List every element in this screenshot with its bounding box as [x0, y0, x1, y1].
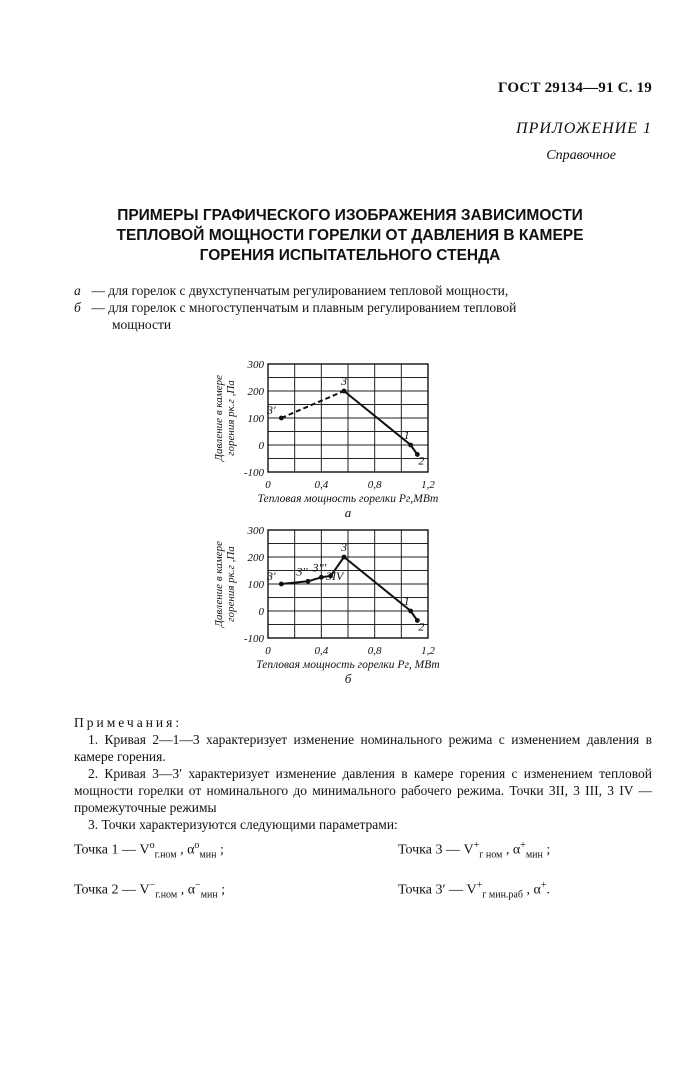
- point-3-prime-params: [398, 880, 550, 900]
- y-axis-label-line2: горения pк.г ,Па: [225, 380, 237, 456]
- appendix-title: ПРИЛОЖЕНИЕ 1: [516, 120, 652, 137]
- legend-text-b: — для горелок с многоступенчатым и плавным регулированием тепловой: [88, 300, 517, 315]
- point-1-params: [74, 840, 224, 860]
- point-1-v-sup: o: [149, 840, 155, 851]
- sep: ,: [176, 842, 188, 858]
- sep: ,: [502, 842, 513, 858]
- point-label: 3''': [312, 560, 327, 575]
- y-tick-label: 100: [247, 413, 264, 425]
- chart-caption: а: [344, 505, 352, 520]
- point-3-v-sub: г ном: [479, 849, 503, 861]
- title-line: ПРИМЕРЫ ГРАФИЧЕСКОГО ИЗОБРАЖЕНИЯ ЗАВИСИМОСТИ: [117, 207, 583, 224]
- y-tick-label: 300: [247, 525, 264, 537]
- end-mark: ;: [216, 842, 224, 858]
- point-3-alpha-sub: мин: [525, 849, 543, 861]
- point-label: 2: [418, 453, 425, 468]
- point-label: 3': [267, 569, 276, 583]
- x-tick-label: 0,8: [367, 479, 382, 491]
- appendix-reference: Справочное: [546, 148, 616, 163]
- chart-a: [200, 352, 470, 522]
- x-tick-label: 1,2: [421, 479, 435, 491]
- data-point: [342, 389, 347, 394]
- sep: ,: [522, 882, 534, 898]
- y-axis-label-line1: Давление в камере: [213, 375, 225, 461]
- point-3-label: Точка 3 — V: [398, 842, 474, 858]
- x-tick-label: 0,4: [314, 479, 329, 491]
- legend-a: [74, 282, 652, 299]
- notes-section: [74, 714, 652, 833]
- note-2: 2. Кривая 3—3′ характеризует изменение давления в камере горения с изменением тепловой мощности горелки от номинального до минимального рабочего режима. Точки 3II, 3 III, 3 IV — промежуточные режимы: [74, 766, 652, 815]
- notes-heading: Примечания:: [74, 715, 183, 730]
- point-label: 3'': [296, 564, 308, 579]
- alpha-symbol: α: [187, 882, 196, 898]
- y-tick-label: -100: [243, 467, 264, 479]
- alpha-symbol: α: [187, 842, 195, 858]
- data-point: [279, 416, 284, 421]
- legend-key-a: а: [74, 283, 81, 298]
- point-label: 3': [267, 403, 276, 417]
- document-header: ГОСТ 29134—91 С. 19: [498, 80, 652, 96]
- point-1-alpha-sup: o: [194, 840, 200, 851]
- point-1-alpha-sub: мин: [199, 849, 217, 861]
- point-label: 1: [403, 428, 410, 442]
- y-tick-label: 300: [247, 359, 264, 371]
- point-3-prime-v-sup: +: [476, 880, 483, 891]
- y-tick-label: 100: [247, 579, 264, 591]
- legend-b: [74, 299, 652, 333]
- point-label: 3: [341, 540, 347, 554]
- y-axis-label-line1: Давление в камере: [213, 541, 225, 627]
- y-tick-label: 200: [247, 386, 264, 398]
- y-tick-label: -100: [243, 633, 264, 645]
- data-point: [408, 609, 413, 614]
- point-1-v-sub: г.ном: [154, 849, 177, 861]
- y-tick-label: 0: [258, 606, 264, 618]
- data-point: [306, 579, 311, 584]
- legend-text-a: — для горелок с двухступенчатым регулированием тепловой мощности,: [88, 283, 509, 298]
- chart-caption: б: [344, 671, 352, 686]
- alpha-symbol: α: [512, 842, 521, 858]
- point-label: 3: [341, 374, 347, 388]
- note-1: 1. Кривая 2—1—3 характеризует изменение номинального режима с изменением давления в камере горения.: [74, 732, 652, 764]
- point-label: 3IV: [326, 568, 344, 583]
- point-2-alpha-sub: мин: [200, 889, 218, 901]
- point-3-prime-label: Точка 3′ — V: [398, 882, 477, 898]
- chart-b: [200, 518, 470, 690]
- y-axis-label-line2: горения pк.г ,Па: [225, 546, 237, 622]
- legend-text-b-cont: мощности: [112, 317, 172, 332]
- point-2-alpha-sup: −: [195, 880, 201, 891]
- point-3-prime-v-sub: г мин.раб: [482, 889, 523, 901]
- point-3-params: [398, 840, 550, 860]
- point-label: 1: [403, 594, 410, 608]
- point-3-v-sup: +: [473, 840, 480, 851]
- y-tick-label: 200: [247, 552, 264, 564]
- x-tick-label: 0: [265, 479, 271, 491]
- data-point: [279, 582, 284, 587]
- end-mark: ;: [542, 842, 551, 858]
- point-3-alpha-sup: +: [520, 840, 526, 851]
- point-label: 2: [418, 619, 425, 634]
- x-tick-label: 1,2: [421, 645, 435, 657]
- data-point: [408, 443, 413, 448]
- point-2-v-sup: −: [149, 880, 156, 891]
- x-tick-label: 0,8: [367, 645, 382, 657]
- data-point: [319, 575, 324, 580]
- x-axis-label: Тепловая мощность горелки Pг, МВт: [256, 659, 440, 671]
- end-mark: .: [546, 882, 550, 898]
- x-tick-label: 0,4: [314, 645, 329, 657]
- title-line: ГОРЕНИЯ ИСПЫТАТЕЛЬНОГО СТЕНДА: [199, 247, 501, 264]
- point-1-label: Точка 1 — V: [74, 842, 150, 858]
- legend-key-b: б: [74, 300, 81, 315]
- y-tick-label: 0: [258, 440, 264, 452]
- point-3-prime-alpha-sup: +: [540, 880, 547, 891]
- x-axis-label: Тепловая мощность горелки Pг,МВт: [257, 493, 439, 505]
- end-mark: ;: [217, 882, 226, 898]
- note-3: 3. Точки характеризуются следующими параметрами:: [88, 817, 398, 832]
- alpha-symbol: α: [533, 882, 541, 898]
- title-line: ТЕПЛОВОЙ МОЩНОСТИ ГОРЕЛКИ ОТ ДАВЛЕНИЯ В КАМЕРЕ: [116, 227, 584, 244]
- sep: ,: [177, 882, 188, 898]
- point-2-label: Точка 2 — V: [74, 882, 150, 898]
- page-title: [60, 206, 640, 266]
- point-2-v-sub: г.ном: [155, 889, 178, 901]
- point-2-params: [74, 880, 225, 900]
- x-tick-label: 0: [265, 645, 271, 657]
- data-point: [342, 555, 347, 560]
